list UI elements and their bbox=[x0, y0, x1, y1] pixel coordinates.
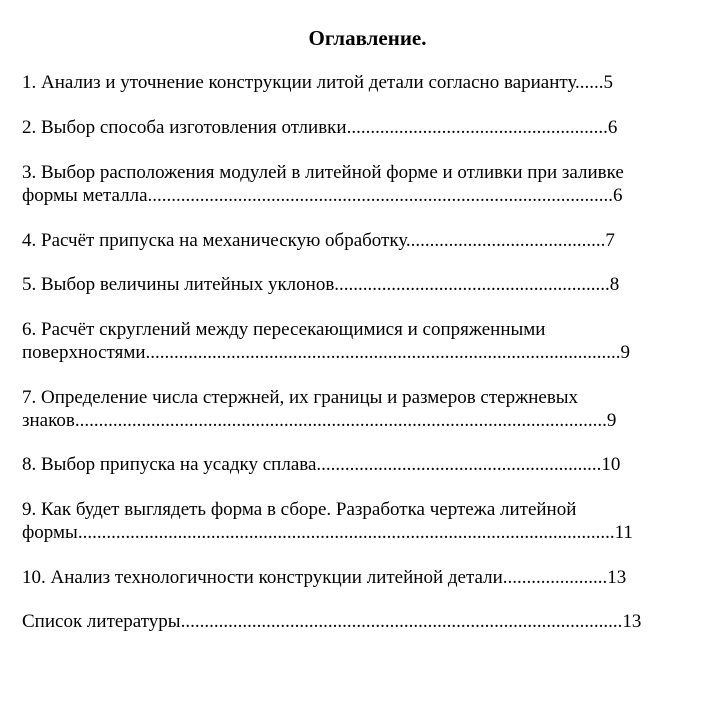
toc-line: 9. Как будет выглядеть форма в сборе. Разработка чертежа литейной bbox=[22, 499, 577, 520]
toc-line: 6. Расчёт скруглений между пересекающимися и сопряженными bbox=[22, 319, 546, 340]
toc-line: поверхностями....................................................................................................9 bbox=[22, 342, 631, 363]
toc-line: 4. Расчёт припуска на механическую обработку..........................................7 bbox=[22, 230, 615, 251]
toc-line: 5. Выбор величины литейных уклонов..........................................................8 bbox=[22, 274, 620, 295]
toc-line: формы.................................................................................................................11 bbox=[22, 522, 633, 543]
toc-line: 1. Анализ и уточнение конструкции литой детали согласно варианту......5 bbox=[22, 72, 614, 93]
page-title: Оглавление. bbox=[308, 26, 427, 50]
toc-line: 10. Анализ технологичности конструкции литейной детали......................13 bbox=[22, 567, 627, 588]
toc-line: 2. Выбор способа изготовления отливки.......................................................6 bbox=[22, 117, 618, 138]
toc-line: 8. Выбор припуска на усадку сплава............................................................10 bbox=[22, 454, 621, 475]
toc-line: Список литературы.............................................................................................13 bbox=[22, 611, 642, 632]
toc-line: 3. Выбор расположения модулей в литейной форме и отливки при заливке bbox=[22, 162, 624, 183]
toc-line: формы металла..................................................................................................6 bbox=[22, 185, 623, 206]
toc-line: знаков................................................................................................................9 bbox=[22, 410, 617, 431]
toc-line: 7. Определение числа стержней, их границы и размеров стержневых bbox=[22, 387, 579, 408]
